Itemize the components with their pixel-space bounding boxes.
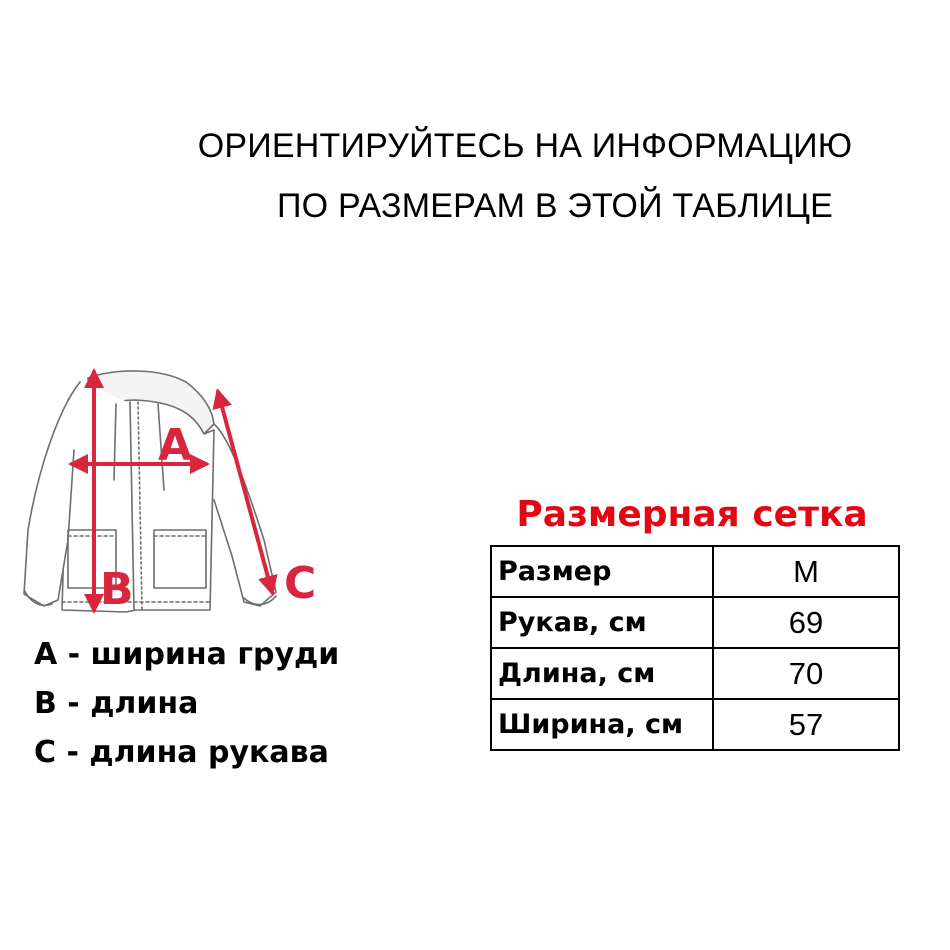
row-value: M — [713, 546, 899, 597]
legend-chest-width: A - ширина груди — [34, 637, 340, 672]
sleeve-length-arrow — [218, 392, 272, 592]
row-value: 57 — [713, 699, 899, 750]
size-table — [490, 545, 900, 751]
legend-sleeve-length: C - длина рукава — [34, 735, 329, 770]
row-value: 70 — [713, 648, 899, 699]
row-label: Рукав, см — [491, 597, 713, 648]
marker-b: B — [100, 564, 134, 615]
row-value: 69 — [713, 597, 899, 648]
table-row — [491, 597, 899, 648]
heading-line-1: ОРИЕНТИРУЙТЕСЬ НА ИНФОРМАЦИЮ — [197, 127, 853, 165]
jacket-outline — [24, 371, 276, 612]
table-row — [491, 546, 899, 597]
marker-a: A — [158, 420, 193, 471]
marker-c: C — [284, 558, 317, 609]
row-label: Ширина, см — [491, 699, 713, 750]
heading-line-2: ПО РАЗМЕРАМ В ЭТОЙ ТАБЛИЦЕ — [277, 187, 833, 225]
table-row — [491, 699, 899, 750]
size-chart-title: Размерная сетка — [516, 494, 868, 535]
jacket-measurement-diagram — [18, 360, 328, 625]
legend-length: B - длина — [34, 686, 199, 721]
row-label: Размер — [491, 546, 713, 597]
row-label: Длина, см — [491, 648, 713, 699]
table-row — [491, 648, 899, 699]
